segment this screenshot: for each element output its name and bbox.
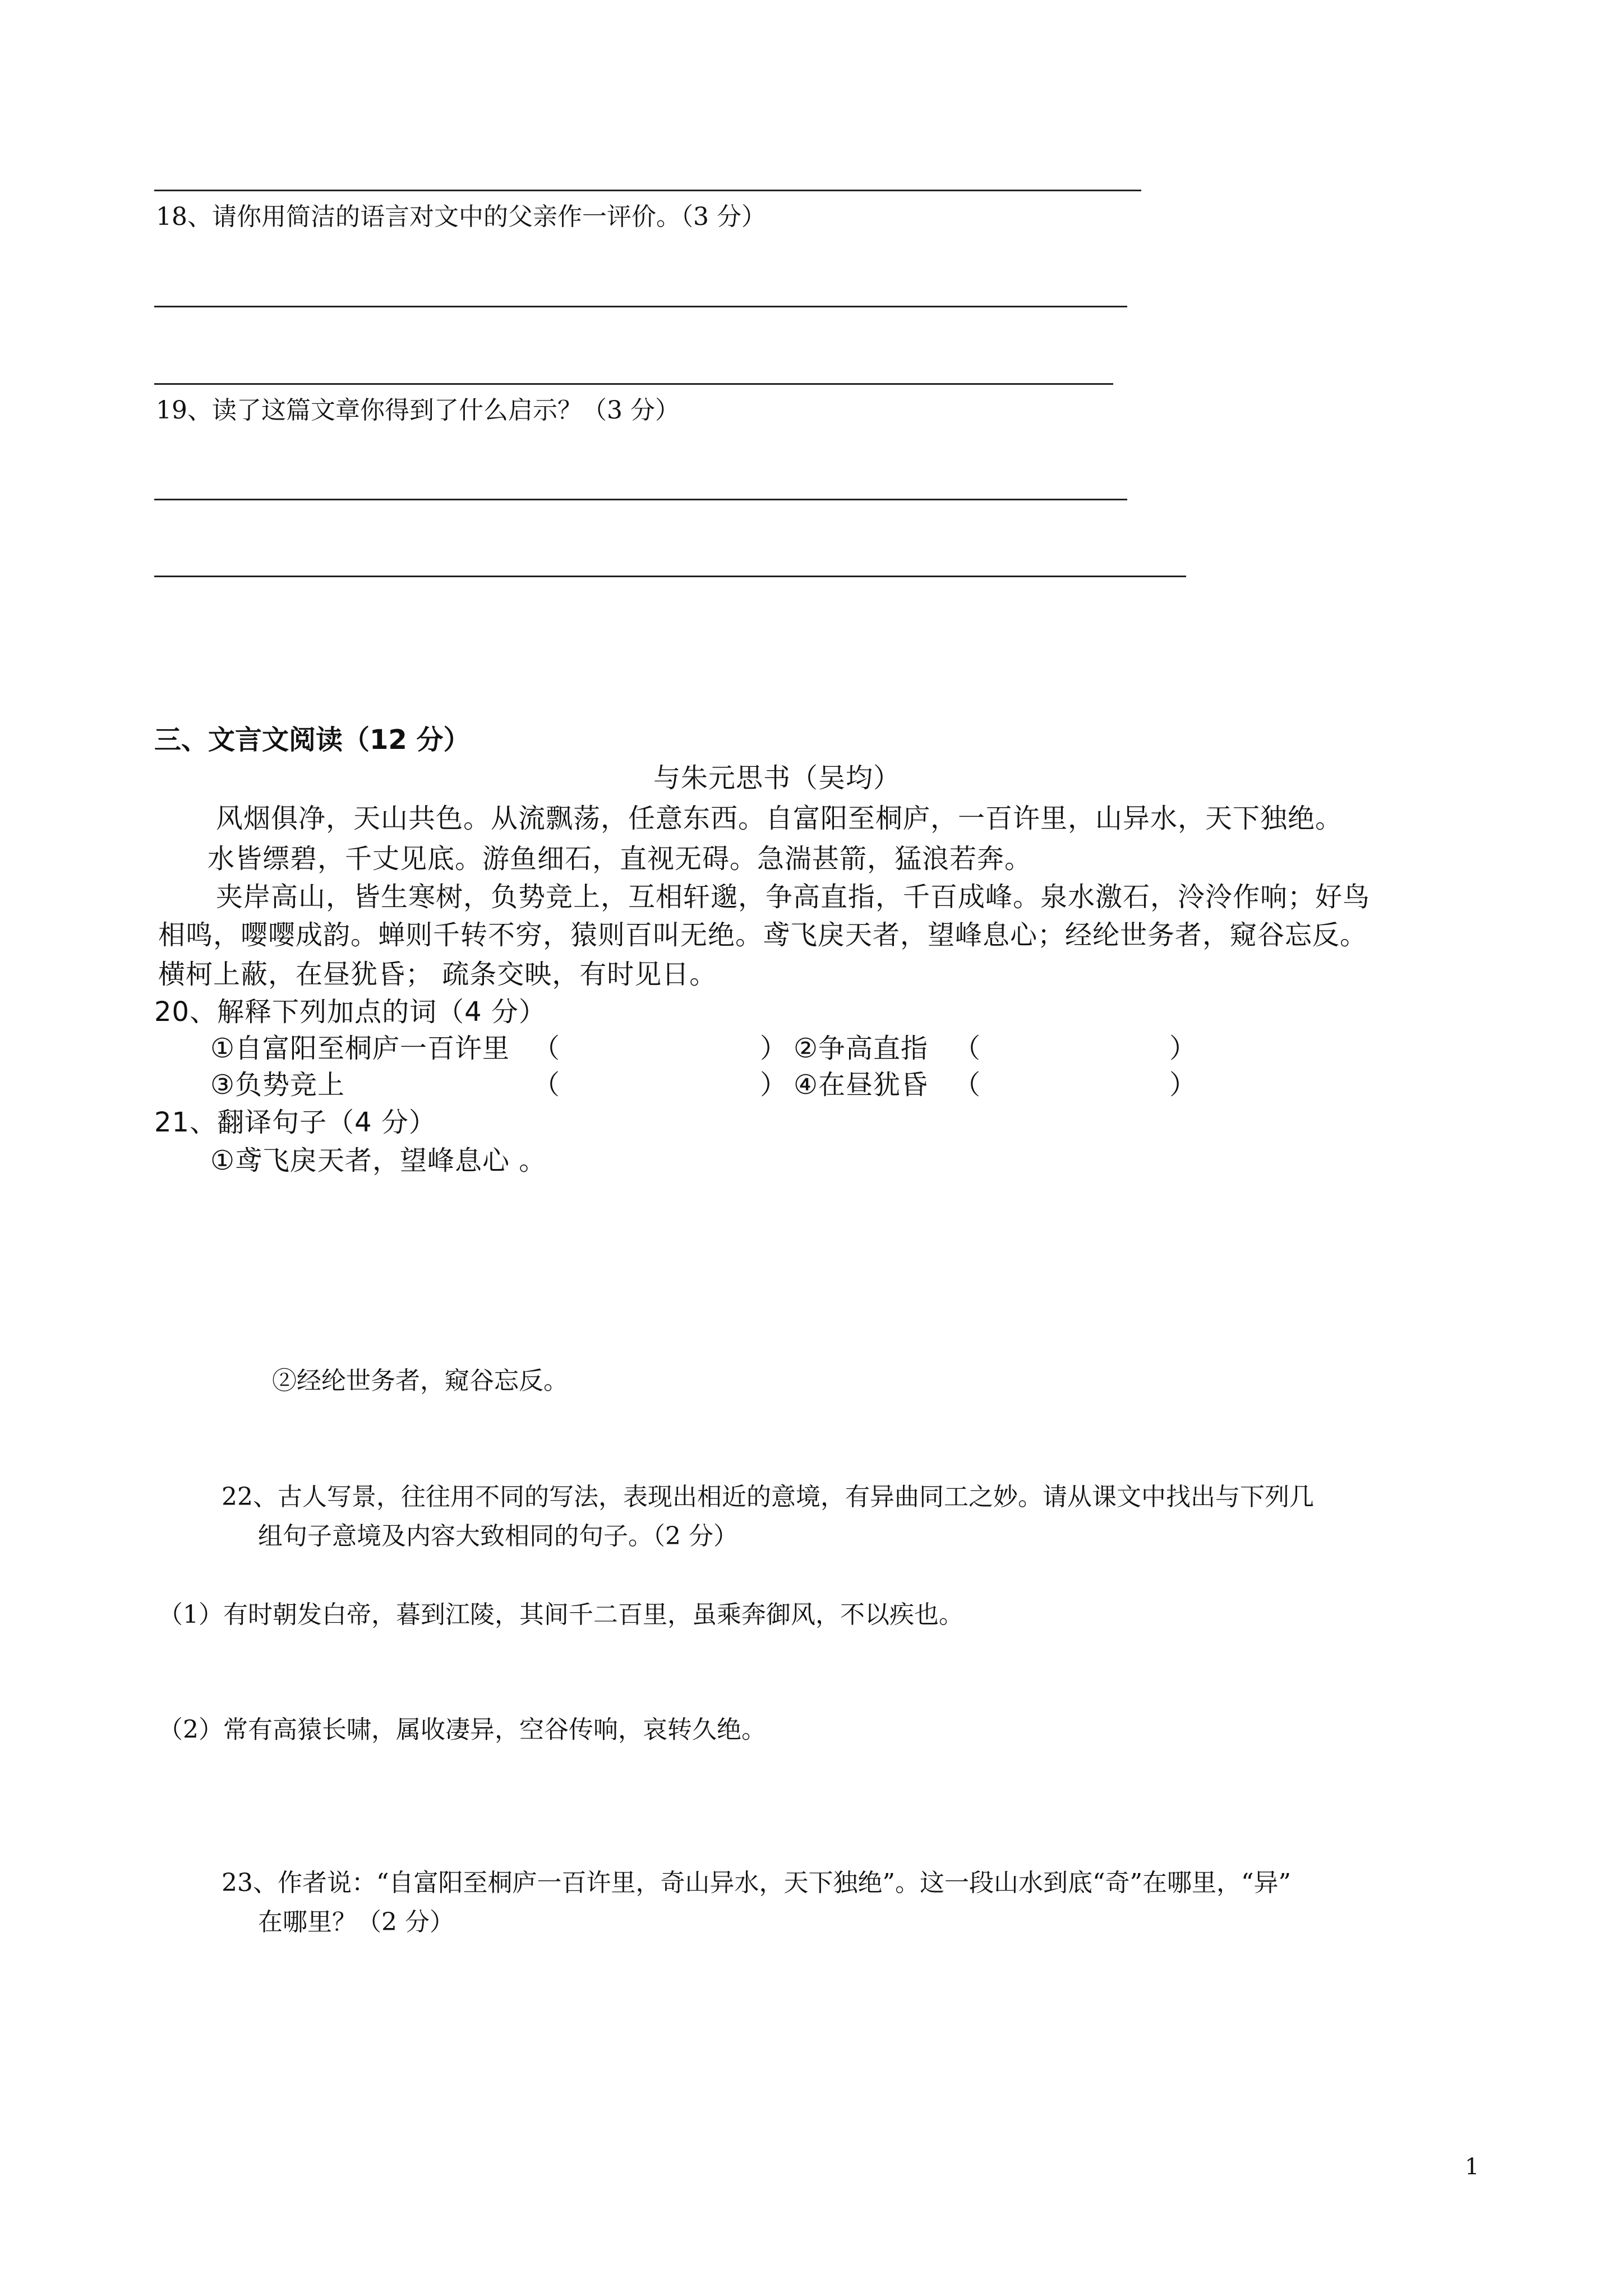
question-23-line2: 在哪里？（2 分） bbox=[258, 1908, 454, 1936]
passage-line: 横柯上蔽，在昼犹昏； 疏条交映，有时见日。 bbox=[158, 959, 717, 990]
question-22-line1: 22、古人写景，往往用不同的写法，表现出相近的意境，有异曲同工之妙。请从课文中找出与下列几 bbox=[222, 1483, 1314, 1511]
paren-close: ） bbox=[1169, 1033, 1197, 1064]
word-item: ③负势竞上 bbox=[210, 1069, 345, 1101]
page-number: 1 bbox=[1465, 2154, 1479, 2180]
answer-blank[interactable] bbox=[566, 1063, 757, 1094]
answer-line[interactable] bbox=[154, 306, 1127, 307]
translate-sentence-1: ①鸢飞戾天者，望峰息心 。 bbox=[210, 1145, 547, 1176]
word-item: ①自富阳至桐庐一百许里 bbox=[210, 1033, 510, 1064]
paren-open: （ bbox=[953, 1069, 981, 1101]
word-item: ④在昼犹昏 bbox=[794, 1069, 929, 1101]
word-item: ②争高直指 bbox=[794, 1033, 929, 1064]
passage-line: 水皆缥碧，千丈见底。游鱼细石，直视无碍。急湍甚箭，猛浪若奔。 bbox=[208, 843, 1032, 875]
passage-line: 夹岸高山，皆生寒树，负势竞上，互相轩邈，争高直指，千百成峰。泉水激石，泠泠作响；好鸟 bbox=[216, 881, 1371, 913]
answer-blank[interactable] bbox=[987, 1027, 1155, 1058]
answer-blank[interactable] bbox=[566, 1027, 757, 1058]
paren-open: （ bbox=[533, 1033, 560, 1064]
question-22-line2: 组句子意境及内容大致相同的句子。（2 分） bbox=[258, 1522, 738, 1550]
passage-line: 相鸣，嘤嘤成韵。蝉则千转不穷，猿则百叫无绝。鸢飞戾天者，望峰息心；经纶世务者，窥谷忘反。 bbox=[158, 919, 1368, 951]
answer-line[interactable] bbox=[154, 499, 1127, 500]
passage-title: 与朱元思书（吴均） bbox=[653, 762, 901, 794]
passage-line: 风烟俱净，天山共色。从流飘荡，任意东西。自富阳至桐庐，一百许里，山异水，天下独绝。 bbox=[216, 803, 1343, 834]
answer-line[interactable] bbox=[154, 190, 1141, 191]
question-18: 18、请你用简洁的语言对文中的父亲作一评价。（3 分） bbox=[156, 203, 766, 231]
question-22-item1: （1）有时朝发白帝，暮到江陵，其间千二百里，虽乘奔御风，不以疾也。 bbox=[158, 1600, 963, 1629]
answer-line[interactable] bbox=[154, 383, 1113, 385]
question-23-line1: 23、作者说：“自富阳至桐庐一百许里，奇山异水，天下独绝”。这一段山水到底“奇”在哪里，“异” bbox=[222, 1869, 1291, 1897]
answer-line[interactable] bbox=[154, 576, 1186, 577]
paren-close: ） bbox=[760, 1069, 787, 1101]
answer-blank[interactable] bbox=[987, 1063, 1155, 1094]
section-heading: 三、文言文阅读（12 分） bbox=[154, 724, 471, 756]
question-20: 20、解释下列加点的词（4 分） bbox=[154, 996, 546, 1028]
question-21: 21、翻译句子（4 分） bbox=[154, 1107, 436, 1138]
paren-open: （ bbox=[533, 1069, 560, 1101]
paren-close: ） bbox=[760, 1033, 787, 1064]
question-22-item2: （2）常有高猿长啸，属收凄异，空谷传响，哀转久绝。 bbox=[158, 1715, 766, 1744]
paren-open: （ bbox=[953, 1033, 981, 1064]
paren-close: ） bbox=[1169, 1069, 1197, 1101]
question-19: 19、读了这篇文章你得到了什么启示？（3 分） bbox=[156, 396, 680, 425]
translate-sentence-2: ②经纶世务者，窥谷忘反。 bbox=[272, 1366, 568, 1395]
